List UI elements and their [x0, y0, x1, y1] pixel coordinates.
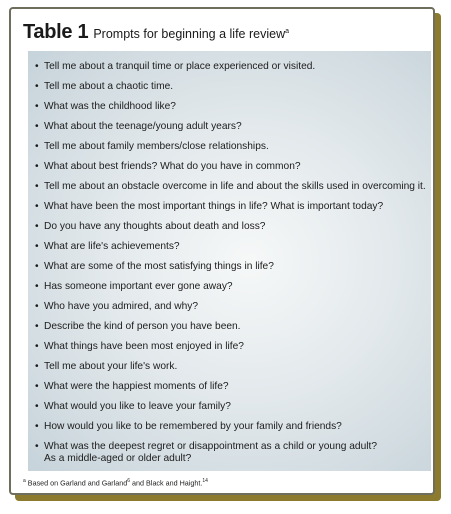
list-item [35, 161, 431, 173]
table-number: Table 1 [23, 21, 89, 43]
bullet-marker: • [35, 201, 39, 212]
list-item [35, 421, 431, 433]
bullet-marker: • [35, 101, 39, 112]
prompt-text: What would you like to leave your family? [44, 401, 231, 412]
prompt-text: How would you like to be remembered by your family and friends? [44, 421, 342, 432]
list-item [35, 141, 431, 153]
bullet-marker: • [35, 161, 39, 172]
list-item [35, 181, 431, 193]
table-card [9, 7, 435, 495]
list-item [35, 401, 431, 413]
prompt-text: Tell me about family members/close relationships. [44, 141, 269, 152]
prompt-text: Tell me about an obstacle overcome in life and about the skills used in overcoming it. [44, 181, 426, 192]
prompt-text: Tell me about your life's work. [44, 361, 178, 372]
prompt-text: What have been the most important things in life? What is important today? [44, 201, 384, 212]
footnote-text-2: and Black and Haight. [130, 478, 203, 488]
list-item [35, 201, 431, 213]
footnote-marker: a [23, 478, 26, 484]
footnote-text-1: Based on Garland and Garland [25, 478, 128, 488]
bullet-marker: • [35, 361, 39, 372]
bullet-marker: • [35, 61, 39, 72]
prompt-text: What were the happiest moments of life? [44, 381, 229, 392]
bullet-marker: • [35, 281, 39, 292]
bullet-marker: • [35, 121, 39, 132]
prompt-text: Tell me about a tranquil time or place experienced or visited. [44, 61, 316, 72]
table-caption-text: Prompts for beginning a life review [93, 27, 286, 41]
prompt-text: What are some of the most satisfying things in life? [44, 261, 274, 272]
prompt-text: What was the childhood like? [44, 101, 176, 112]
list-item [35, 261, 431, 273]
list-item [35, 81, 431, 93]
table-caption-marker: a [285, 27, 290, 35]
table-title [23, 21, 289, 47]
prompts-panel [28, 51, 431, 471]
bullet-marker: • [35, 261, 39, 272]
footnote-ref-2: 14 [202, 478, 208, 484]
list-item [35, 301, 431, 313]
prompt-text: What about best friends? What do you have in common? [44, 161, 301, 172]
table-caption [93, 27, 289, 41]
list-item [35, 381, 431, 393]
prompt-list [35, 61, 431, 465]
prompt-text: Has someone important ever gone away? [44, 281, 233, 292]
list-item [35, 281, 431, 293]
list-item [35, 441, 431, 465]
prompt-text: What things have been most enjoyed in life? [44, 341, 244, 352]
list-item [35, 321, 431, 333]
prompt-text: What are life's achievements? [44, 241, 180, 252]
bullet-marker: • [35, 441, 39, 452]
prompt-text: What about the teenage/young adult years? [44, 121, 242, 132]
bullet-marker: • [35, 181, 39, 192]
bullet-marker: • [35, 241, 39, 252]
prompt-text: Tell me about a chaotic time. [44, 81, 174, 92]
table-footnote [23, 478, 208, 487]
bullet-marker: • [35, 341, 39, 352]
prompt-text: Do you have any thoughts about death and loss? [44, 221, 266, 232]
prompt-text: Describe the kind of person you have been. [44, 321, 241, 332]
list-item [35, 121, 431, 133]
footnote-ref-1: 6 [127, 478, 131, 484]
bullet-marker: • [35, 221, 39, 232]
list-item [35, 101, 431, 113]
prompt-text: Who have you admired, and why? [44, 301, 199, 312]
bullet-marker: • [35, 401, 39, 412]
bullet-marker: • [35, 301, 39, 312]
list-item [35, 241, 431, 253]
list-item [35, 341, 431, 353]
bullet-marker: • [35, 81, 39, 92]
list-item [35, 61, 431, 73]
bullet-marker: • [35, 381, 39, 392]
bullet-marker: • [35, 321, 39, 332]
list-item [35, 221, 431, 233]
list-item [35, 361, 431, 373]
bullet-marker: • [35, 421, 39, 432]
bullet-marker: • [35, 141, 39, 152]
prompt-text: What was the deepest regret or disappointment as a child or young adult? As a middle-aged or older adult? [44, 441, 377, 464]
